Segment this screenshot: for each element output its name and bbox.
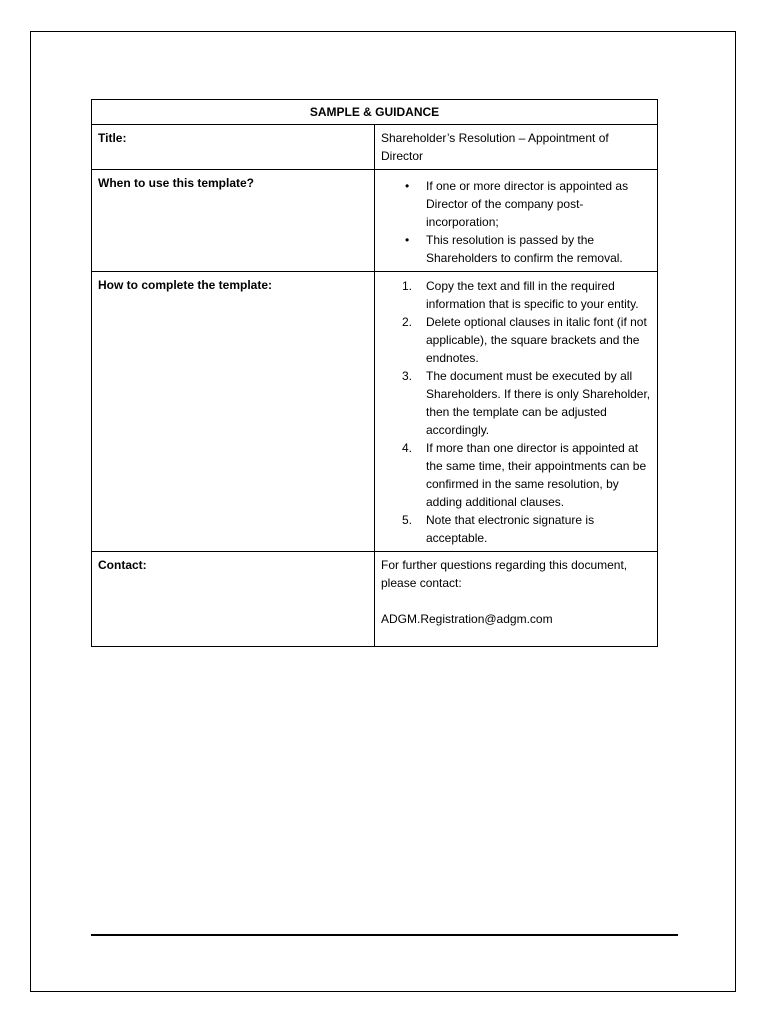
contact-content [375, 552, 658, 647]
table-row-title [92, 125, 658, 170]
how-label: How to complete the template: [92, 272, 375, 552]
when-label: When to use this template? [92, 170, 375, 272]
list-item: • If one or more director is appointed as Director of the company post-incorporation; [426, 177, 651, 231]
step-number: 4. [402, 441, 413, 455]
when-content [375, 170, 658, 272]
step-text: Delete optional clauses in italic font (if not applicable), the square brackets and the endnotes. [426, 315, 647, 365]
step-number: 2. [402, 315, 413, 329]
table-row-how [92, 272, 658, 552]
contact-email: ADGM.Registration@adgm.com [381, 612, 553, 626]
contact-text: For further questions regarding this document, please contact: [381, 558, 628, 590]
table-header-row [92, 100, 658, 125]
list-item [402, 277, 651, 313]
list-item [402, 439, 651, 511]
list-item [402, 511, 651, 547]
step-text: The document must be executed by all Shareholders. If there is only Shareholder, then the template can be adjusted accordingly. [426, 369, 651, 437]
how-list [381, 277, 651, 547]
step-number: 5. [402, 513, 413, 527]
step-number: 1. [402, 279, 413, 293]
table-row-when [92, 170, 658, 272]
when-list [381, 177, 651, 267]
list-item: • This resolution is passed by the Shareholders to confirm the removal. [426, 231, 651, 267]
step-text: Note that electronic signature is acceptable. [426, 513, 595, 545]
title-value: Shareholder’s Resolution – Appointment of Director [375, 125, 658, 170]
list-item [402, 367, 651, 439]
step-text: If more than one director is appointed at the same time, their appointments can be confirmed in the same resolution, by adding additional clauses. [426, 441, 647, 509]
table-row-contact [92, 552, 658, 647]
list-item [402, 313, 651, 367]
step-number: 3. [402, 369, 413, 383]
guidance-table [91, 99, 658, 647]
step-text: Copy the text and fill in the required information that is specific to your entity. [426, 279, 639, 311]
title-label: Title: [92, 125, 375, 170]
contact-label: Contact: [92, 552, 375, 647]
table-header: SAMPLE & GUIDANCE [92, 100, 658, 125]
footer-divider [91, 934, 678, 936]
how-content [375, 272, 658, 552]
